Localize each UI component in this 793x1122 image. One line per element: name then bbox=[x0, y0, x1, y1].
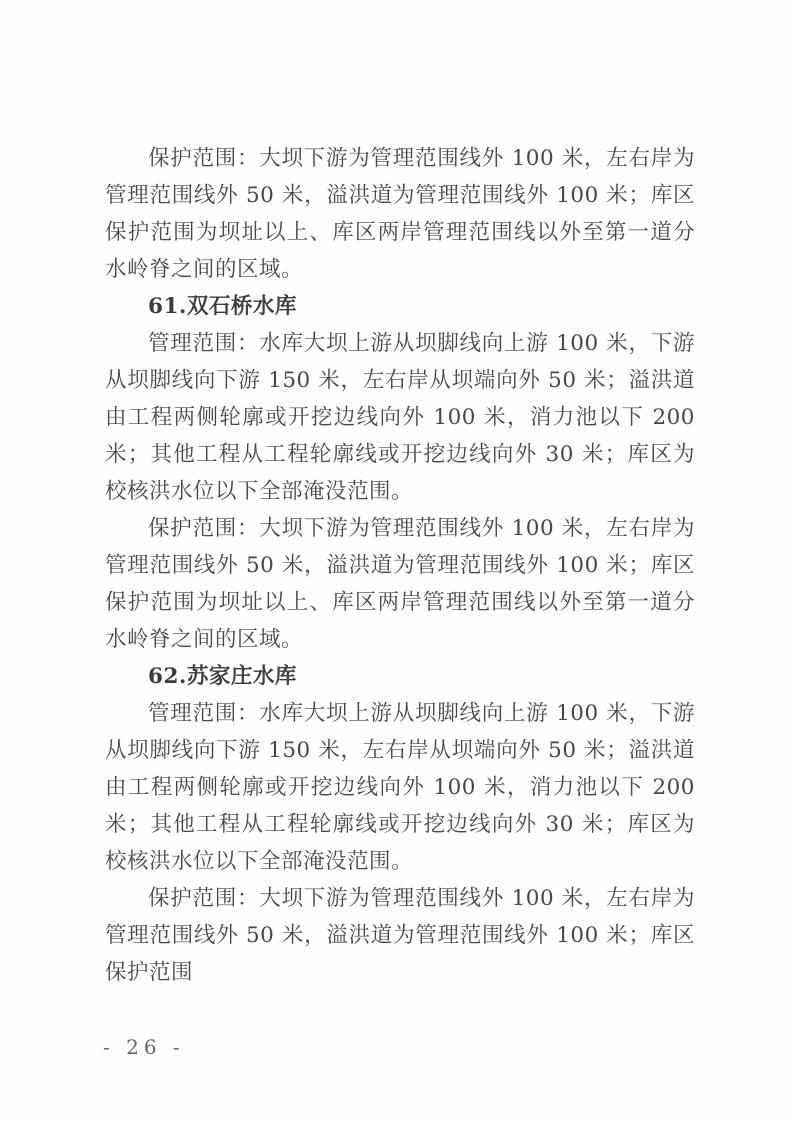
paragraph-protection-62-partial: 保护范围：大坝下游为管理范围线外 100 米，左右岸为管理范围线外 50 米，溢洪道为管理范围线外 100 米；库区保护范围 bbox=[105, 886, 695, 985]
paragraph-management-62: 管理范围：水库大坝上游从坝脚线向上游 100 米，下游从坝脚线向下游 150 米，左右岸从坝端向外 50 米；溢洪道由工程两侧轮廓或开挖边线向外 100 米，消力池以下 200 米；其他工程从工程轮廓线或开挖边线向外 30 米；库区为校核洪水位以下全部淹没范围。 bbox=[105, 701, 695, 874]
section-heading-62: 62.苏家庄水库 bbox=[148, 664, 297, 689]
paragraph-management-61: 管理范围：水库大坝上游从坝脚线向上游 100 米，下游从坝脚线向下游 150 米，左右岸从坝端向外 50 米；溢洪道由工程两侧轮廓或开挖边线向外 100 米，消力池以下 200 米；其他工程从工程轮廓线或开挖边线向外 30 米；库区为校核洪水位以下全部淹没范围。 bbox=[105, 331, 695, 504]
page-number: - 26 - bbox=[103, 1035, 185, 1059]
paragraph-protection-61: 保护范围：大坝下游为管理范围线外 100 米，左右岸为管理范围线外 50 米，溢洪道为管理范围线外 100 米；库区保护范围为坝址以上、库区两岸管理范围线以外至第一道分水岭脊之间的区域。 bbox=[105, 516, 695, 652]
section-heading-61: 61.双石桥水库 bbox=[148, 294, 297, 319]
document-body bbox=[105, 140, 695, 991]
paragraph-protection-continued: 保护范围：大坝下游为管理范围线外 100 米，左右岸为管理范围线外 50 米，溢洪道为管理范围线外 100 米；库区保护范围为坝址以上、库区两岸管理范围线以外至第一道分水岭脊之间的区域。 bbox=[105, 146, 695, 282]
